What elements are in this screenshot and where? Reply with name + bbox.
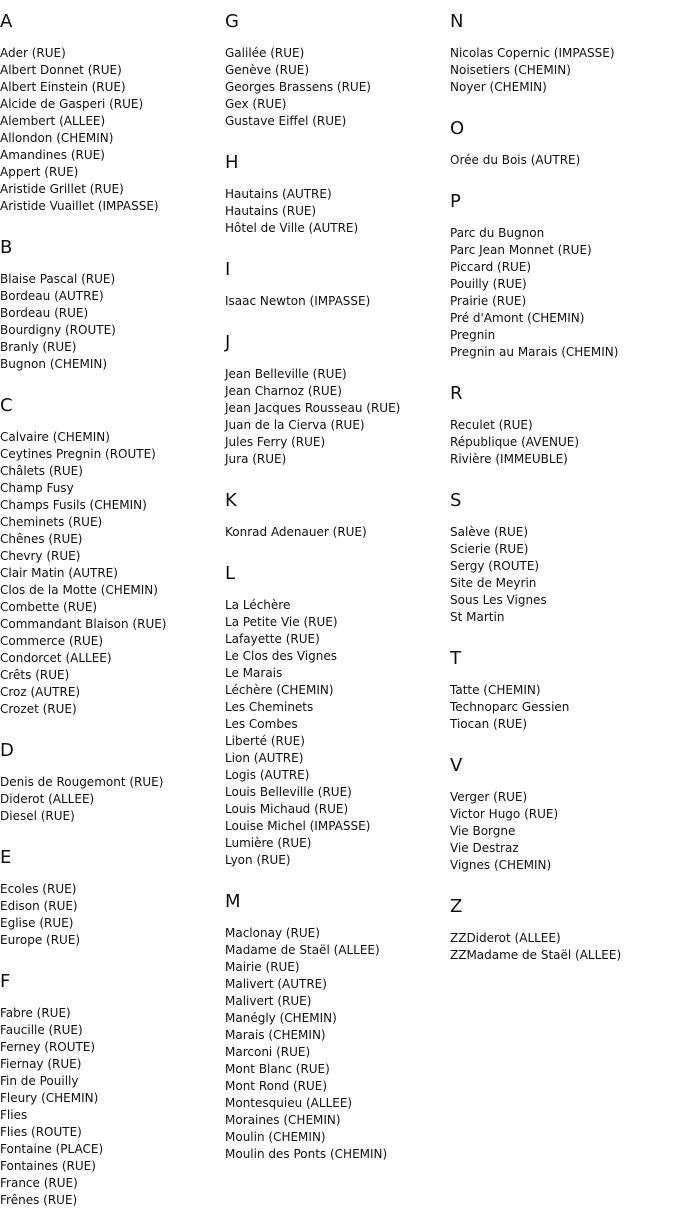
letter-heading: K — [225, 490, 237, 511]
street-list — [225, 186, 445, 237]
street-link[interactable]: Amandines (RUE) — [0, 148, 105, 162]
street-link[interactable]: Châlets (RUE) — [0, 464, 83, 478]
letter-heading: M — [225, 891, 241, 912]
street-link[interactable]: Piccard (RUE) — [450, 260, 532, 274]
letter-section — [450, 12, 670, 96]
street-link[interactable]: Fontaines (RUE) — [0, 1159, 96, 1173]
street-link[interactable]: Bourdigny (ROUTE) — [0, 323, 116, 337]
letter-section — [225, 564, 445, 869]
street-link[interactable]: Branly (RUE) — [0, 340, 77, 354]
street-link[interactable]: Hautains (RUE) — [225, 204, 317, 218]
street-link[interactable]: ZZDiderot (ALLEE) — [450, 931, 561, 945]
street-link[interactable]: Pregnin au Marais (CHEMIN) — [450, 345, 619, 359]
letter-section — [450, 192, 670, 361]
street-list — [0, 774, 220, 825]
street-list — [0, 429, 220, 718]
street-link[interactable]: Mont Rond (RUE) — [225, 1079, 328, 1093]
street-link[interactable]: Eglise (RUE) — [0, 916, 74, 930]
street-link[interactable]: Léchère (CHEMIN) — [225, 683, 334, 697]
street-list — [450, 45, 670, 96]
street-link[interactable]: Fabre (RUE) — [0, 1006, 71, 1020]
street-list — [225, 925, 445, 1163]
letter-heading: D — [0, 740, 14, 761]
street-link[interactable]: Fin de Pouilly — [0, 1074, 79, 1088]
street-link[interactable]: Denis de Rougemont (RUE) — [0, 775, 164, 789]
street-list — [450, 417, 670, 468]
street-link[interactable]: Fiernay (RUE) — [0, 1057, 82, 1071]
letter-section — [0, 238, 220, 373]
street-link[interactable]: Europe (RUE) — [0, 933, 81, 947]
street-link[interactable]: Faucille (RUE) — [0, 1023, 83, 1037]
street-link[interactable]: Alembert (ALLEE) — [0, 114, 106, 128]
street-link[interactable]: Alcide de Gasperi (RUE) — [0, 97, 144, 111]
letter-heading: H — [225, 152, 239, 173]
letter-section — [450, 491, 670, 626]
street-link[interactable]: Mont Blanc (RUE) — [225, 1062, 330, 1076]
street-link[interactable]: Moulin (CHEMIN) — [225, 1130, 326, 1144]
street-link[interactable]: Crozet (RUE) — [0, 702, 77, 716]
street-link[interactable]: Victor Hugo (RUE) — [450, 807, 559, 821]
street-list — [0, 1005, 220, 1209]
letter-heading: E — [0, 847, 12, 868]
street-column-3 — [450, 12, 670, 987]
street-link[interactable]: Orée du Bois (AUTRE) — [450, 153, 581, 167]
street-column-1 — [0, 12, 220, 1232]
letter-heading: B — [0, 237, 13, 258]
street-link[interactable]: Hôtel de Ville (AUTRE) — [225, 221, 359, 235]
street-link[interactable]: Champ Fusy — [0, 481, 74, 495]
street-link[interactable]: Logis (AUTRE) — [225, 768, 310, 782]
street-link[interactable]: Montesquieu (ALLEE) — [225, 1096, 353, 1110]
street-link[interactable]: Appert (RUE) — [0, 165, 79, 179]
street-link[interactable]: La Léchère — [225, 598, 291, 612]
street-link[interactable]: Konrad Adenauer (RUE) — [225, 525, 367, 539]
street-link[interactable]: Chênes (RUE) — [0, 532, 83, 546]
street-link[interactable]: Jean Jacques Rousseau (RUE) — [225, 401, 401, 415]
street-list — [0, 45, 220, 215]
street-link[interactable]: Nicolas Copernic (IMPASSE) — [450, 46, 615, 60]
letter-heading: G — [225, 11, 239, 32]
street-list — [450, 682, 670, 733]
street-link[interactable]: Mairie (RUE) — [225, 960, 300, 974]
street-link[interactable]: Aristide Grillet (RUE) — [0, 182, 124, 196]
letter-heading: P — [450, 191, 461, 212]
letter-heading: Z — [450, 896, 463, 917]
street-link[interactable]: Gustave Eiffel (RUE) — [225, 114, 347, 128]
letter-heading: O — [450, 118, 465, 139]
street-link[interactable]: Lafayette (RUE) — [225, 632, 320, 646]
street-link[interactable]: Bordeau (RUE) — [0, 306, 89, 320]
street-link[interactable]: Sous Les Vignes — [450, 593, 547, 607]
street-link[interactable]: Vie Borgne — [450, 824, 516, 838]
street-link[interactable]: ZZMadame de Staël (ALLEE) — [450, 948, 622, 962]
street-link[interactable]: Manégly (CHEMIN) — [225, 1011, 337, 1025]
street-link[interactable]: Chevry (RUE) — [0, 549, 81, 563]
letter-heading: R — [450, 383, 463, 404]
letter-section — [225, 491, 445, 541]
letter-section — [225, 333, 445, 468]
street-link[interactable]: Jean Belleville (RUE) — [225, 367, 347, 381]
street-link[interactable]: St Martin — [450, 610, 505, 624]
letter-section — [0, 741, 220, 825]
street-link[interactable]: Champs Fusils (CHEMIN) — [0, 498, 147, 512]
letter-section — [0, 972, 220, 1209]
street-link[interactable]: Lumière (RUE) — [225, 836, 312, 850]
street-link[interactable]: Site de Meyrin — [450, 576, 537, 590]
street-list — [225, 45, 445, 130]
letter-section — [450, 756, 670, 874]
street-link[interactable]: République (AVENUE) — [450, 435, 580, 449]
street-link[interactable]: Les Cheminets — [225, 700, 314, 714]
street-link[interactable]: Combette (RUE) — [0, 600, 98, 614]
street-link[interactable]: Ecoles (RUE) — [0, 882, 77, 896]
street-link[interactable]: Les Combes — [225, 717, 298, 731]
letter-section — [0, 12, 220, 215]
letter-section — [225, 892, 445, 1163]
street-column-2 — [225, 12, 445, 1186]
street-link[interactable]: Frênes (RUE) — [0, 1193, 78, 1207]
street-link[interactable]: Ceytines Pregnin (ROUTE) — [0, 447, 156, 461]
street-link[interactable]: Cheminets (RUE) — [0, 515, 103, 529]
street-link[interactable]: Moulin des Ponts (CHEMIN) — [225, 1147, 388, 1161]
letter-heading: A — [0, 11, 13, 32]
street-link[interactable]: Fleury (CHEMIN) — [0, 1091, 99, 1105]
street-list — [450, 789, 670, 874]
letter-heading: I — [225, 259, 231, 280]
street-link[interactable]: France (RUE) — [0, 1176, 78, 1190]
letter-heading: L — [225, 563, 236, 584]
street-list — [225, 524, 445, 541]
street-link[interactable]: Clair Matin (AUTRE) — [0, 566, 118, 580]
street-link[interactable]: Louise Michel (IMPASSE) — [225, 819, 371, 833]
street-link[interactable]: Aristide Vuaillet (IMPASSE) — [0, 199, 159, 213]
street-link[interactable]: Gex (RUE) — [225, 97, 287, 111]
letter-heading: F — [0, 971, 11, 992]
street-link[interactable]: Maclonay (RUE) — [225, 926, 320, 940]
street-link[interactable]: Calvaire (CHEMIN) — [0, 430, 110, 444]
street-link[interactable]: Reculet (RUE) — [450, 418, 533, 432]
letter-section — [225, 12, 445, 130]
letter-section — [225, 260, 445, 310]
street-list — [450, 930, 670, 964]
street-link[interactable]: Technoparc Gessien — [450, 700, 570, 714]
street-link[interactable]: Ferney (ROUTE) — [0, 1040, 96, 1054]
street-link[interactable]: Rivière (IMMEUBLE) — [450, 452, 568, 466]
street-list — [0, 881, 220, 949]
street-link[interactable]: Pouilly (RUE) — [450, 277, 527, 291]
letter-section — [0, 396, 220, 718]
street-link[interactable]: Louis Michaud (RUE) — [225, 802, 349, 816]
letter-heading: V — [450, 755, 463, 776]
letter-section — [450, 119, 670, 169]
street-link[interactable]: Genève (RUE) — [225, 63, 310, 77]
letter-heading: J — [225, 332, 231, 353]
letter-heading: T — [450, 648, 461, 669]
street-link[interactable]: Fontaine (PLACE) — [0, 1142, 104, 1156]
street-link[interactable]: La Petite Vie (RUE) — [225, 615, 338, 629]
street-list — [450, 524, 670, 626]
letter-heading: S — [450, 490, 462, 511]
street-link[interactable]: Jules Ferry (RUE) — [225, 435, 326, 449]
street-link[interactable]: Madame de Staël (ALLEE) — [225, 943, 380, 957]
street-link[interactable]: Commandant Blaison (RUE) — [0, 617, 167, 631]
street-link[interactable]: Jean Charnoz (RUE) — [225, 384, 342, 398]
street-link[interactable]: Jura (RUE) — [225, 452, 287, 466]
letter-section — [450, 649, 670, 733]
street-link[interactable]: Crêts (RUE) — [0, 668, 70, 682]
street-link[interactable]: Moraines (CHEMIN) — [225, 1113, 341, 1127]
letter-heading: N — [450, 11, 464, 32]
street-link[interactable]: Tatte (CHEMIN) — [450, 683, 541, 697]
street-list — [225, 366, 445, 468]
street-link[interactable]: Flies — [0, 1108, 28, 1122]
street-link[interactable]: Louis Belleville (RUE) — [225, 785, 352, 799]
street-link[interactable]: Sergy (ROUTE) — [450, 559, 540, 573]
letter-section — [0, 848, 220, 949]
street-link[interactable]: Pré d'Amont (CHEMIN) — [450, 311, 585, 325]
street-link[interactable]: Commerce (RUE) — [0, 634, 104, 648]
street-list — [225, 293, 445, 310]
street-link[interactable]: Vignes (CHEMIN) — [450, 858, 552, 872]
street-list — [0, 271, 220, 373]
letter-section — [450, 897, 670, 964]
street-list — [450, 225, 670, 361]
street-link[interactable]: Hautains (AUTRE) — [225, 187, 332, 201]
street-link[interactable]: Georges Brassens (RUE) — [225, 80, 371, 94]
street-link[interactable]: Flies (ROUTE) — [0, 1125, 82, 1139]
street-link[interactable]: Albert Einstein (RUE) — [0, 80, 126, 94]
street-link[interactable]: Diderot (ALLEE) — [0, 792, 95, 806]
street-link[interactable]: Scierie (RUE) — [450, 542, 529, 556]
street-link[interactable]: Parc Jean Monnet (RUE) — [450, 243, 592, 257]
street-link[interactable]: Lyon (RUE) — [225, 853, 291, 867]
street-link[interactable]: Le Marais — [225, 666, 283, 680]
street-link[interactable]: Diesel (RUE) — [0, 809, 75, 823]
street-link[interactable]: Pregnin — [450, 328, 496, 342]
street-link[interactable]: Clos de la Motte (CHEMIN) — [0, 583, 158, 597]
street-link[interactable]: Galilée (RUE) — [225, 46, 305, 60]
street-list — [450, 152, 670, 169]
letter-section — [225, 153, 445, 237]
street-link[interactable]: Noisetiers (CHEMIN) — [450, 63, 571, 77]
street-link[interactable]: Prairie (RUE) — [450, 294, 527, 308]
street-link[interactable]: Croz (AUTRE) — [0, 685, 81, 699]
street-link[interactable]: Salève (RUE) — [450, 525, 529, 539]
street-link[interactable]: Isaac Newton (IMPASSE) — [225, 294, 371, 308]
street-link[interactable]: Tiocan (RUE) — [450, 717, 528, 731]
street-link[interactable]: Noyer (CHEMIN) — [450, 80, 547, 94]
street-list — [225, 597, 445, 869]
street-link[interactable]: Condorcet (ALLEE) — [0, 651, 112, 665]
letter-heading: C — [0, 395, 13, 416]
street-link[interactable]: Parc du Bugnon — [450, 226, 545, 240]
street-link[interactable]: Edison (RUE) — [0, 899, 78, 913]
street-link[interactable]: Vie Destraz — [450, 841, 519, 855]
street-link[interactable]: Allondon (CHEMIN) — [0, 131, 114, 145]
street-link[interactable]: Marconi (RUE) — [225, 1045, 311, 1059]
street-link[interactable]: Malivert (RUE) — [225, 994, 312, 1008]
street-link[interactable]: Liberté (RUE) — [225, 734, 305, 748]
street-link[interactable]: Blaise Pascal (RUE) — [0, 272, 116, 286]
street-link[interactable]: Lion (AUTRE) — [225, 751, 304, 765]
street-link[interactable]: Juan de la Cierva (RUE) — [225, 418, 365, 432]
street-link[interactable]: Marais (CHEMIN) — [225, 1028, 326, 1042]
street-link[interactable]: Le Clos des Vignes — [225, 649, 337, 663]
street-link[interactable]: Ader (RUE) — [0, 46, 66, 60]
street-link[interactable]: Albert Donnet (RUE) — [0, 63, 122, 77]
street-link[interactable]: Bordeau (AUTRE) — [0, 289, 104, 303]
street-link[interactable]: Bugnon (CHEMIN) — [0, 357, 108, 371]
letter-section — [450, 384, 670, 468]
street-link[interactable]: Malivert (AUTRE) — [225, 977, 327, 991]
street-link[interactable]: Verger (RUE) — [450, 790, 528, 804]
